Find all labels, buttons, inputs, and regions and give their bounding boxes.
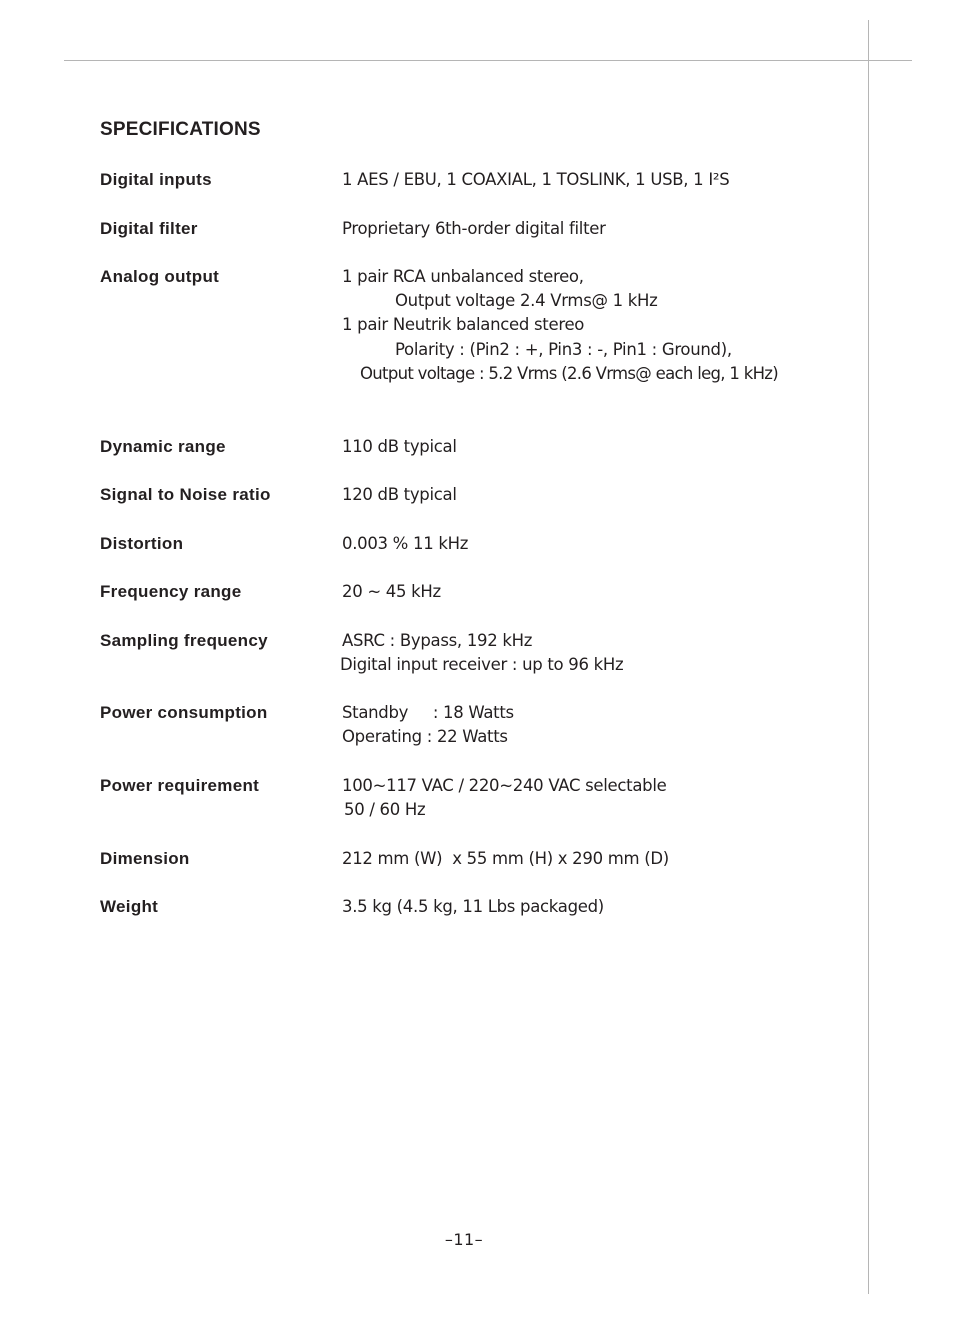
spec-label-dimension: Dimension — [100, 849, 190, 868]
spec-value-analog-output-neutrik: 1 pair Neutrik balanced stereo — [342, 315, 585, 334]
spec-label-dynamic-range: Dynamic range — [100, 437, 226, 456]
spec-label-weight: Weight — [100, 897, 159, 916]
spec-label-power-requirement: Power requirement — [100, 776, 260, 795]
spec-value-power-standby: Standby : 18 Watts — [342, 703, 514, 722]
spec-label-frequency-range: Frequency range — [100, 582, 242, 601]
spec-label-distortion: Distortion — [100, 534, 184, 553]
spec-value-digital-filter: Proprietary 6th-order digital filter — [342, 219, 606, 238]
spec-value-snr: 120 dB typical — [342, 485, 457, 504]
spec-label-digital-filter: Digital filter — [100, 219, 198, 238]
spec-value-analog-output-rca-voltage: Output voltage 2.4 Vrms@ 1 kHz — [395, 291, 658, 310]
page-title: SPECIFICATIONS — [100, 119, 261, 140]
spec-value-power-voltage: 100~117 VAC / 220~240 VAC selectable — [342, 776, 667, 795]
spec-value-power-operating: Operating : 22 Watts — [342, 727, 508, 746]
top-rule — [64, 60, 912, 61]
spec-value-power-frequency: 50 / 60 Hz — [344, 800, 426, 819]
spec-value-analog-output-balanced-voltage: Output voltage : 5.2 Vrms (2.6 Vrms@ each leg, 1 kHz) — [360, 364, 778, 383]
spec-value-sampling-asrc: ASRC : Bypass, 192 kHz — [342, 631, 533, 650]
spec-label-sampling-frequency: Sampling frequency — [100, 631, 268, 650]
spec-label-snr: Signal to Noise ratio — [100, 485, 271, 504]
spec-value-analog-output-rca: 1 pair RCA unbalanced stereo, — [342, 267, 584, 286]
spec-value-frequency-range: 20 ~ 45 kHz — [342, 582, 441, 601]
spec-value-analog-output-polarity: Polarity : (Pin2 : +, Pin3 : -, Pin1 : Ground), — [395, 340, 732, 359]
spec-label-power-consumption: Power consumption — [100, 703, 268, 722]
spec-value-dynamic-range: 110 dB typical — [342, 437, 457, 456]
spec-value-sampling-receiver: Digital input receiver : up to 96 kHz — [340, 655, 624, 674]
page-number: –11– — [444, 1230, 484, 1249]
spec-label-digital-inputs: Digital inputs — [100, 170, 212, 189]
spec-value-digital-inputs: 1 AES / EBU, 1 COAXIAL, 1 TOSLINK, 1 USB, 1 I²S — [342, 170, 730, 189]
right-margin-rule — [868, 20, 869, 1294]
spec-label-analog-output: Analog output — [100, 267, 220, 286]
spec-value-weight: 3.5 kg (4.5 kg, 11 Lbs packaged) — [342, 897, 604, 916]
spec-value-dimension: 212 mm (W) x 55 mm (H) x 290 mm (D) — [342, 849, 669, 868]
spec-value-distortion: 0.003 % 11 kHz — [342, 534, 469, 553]
